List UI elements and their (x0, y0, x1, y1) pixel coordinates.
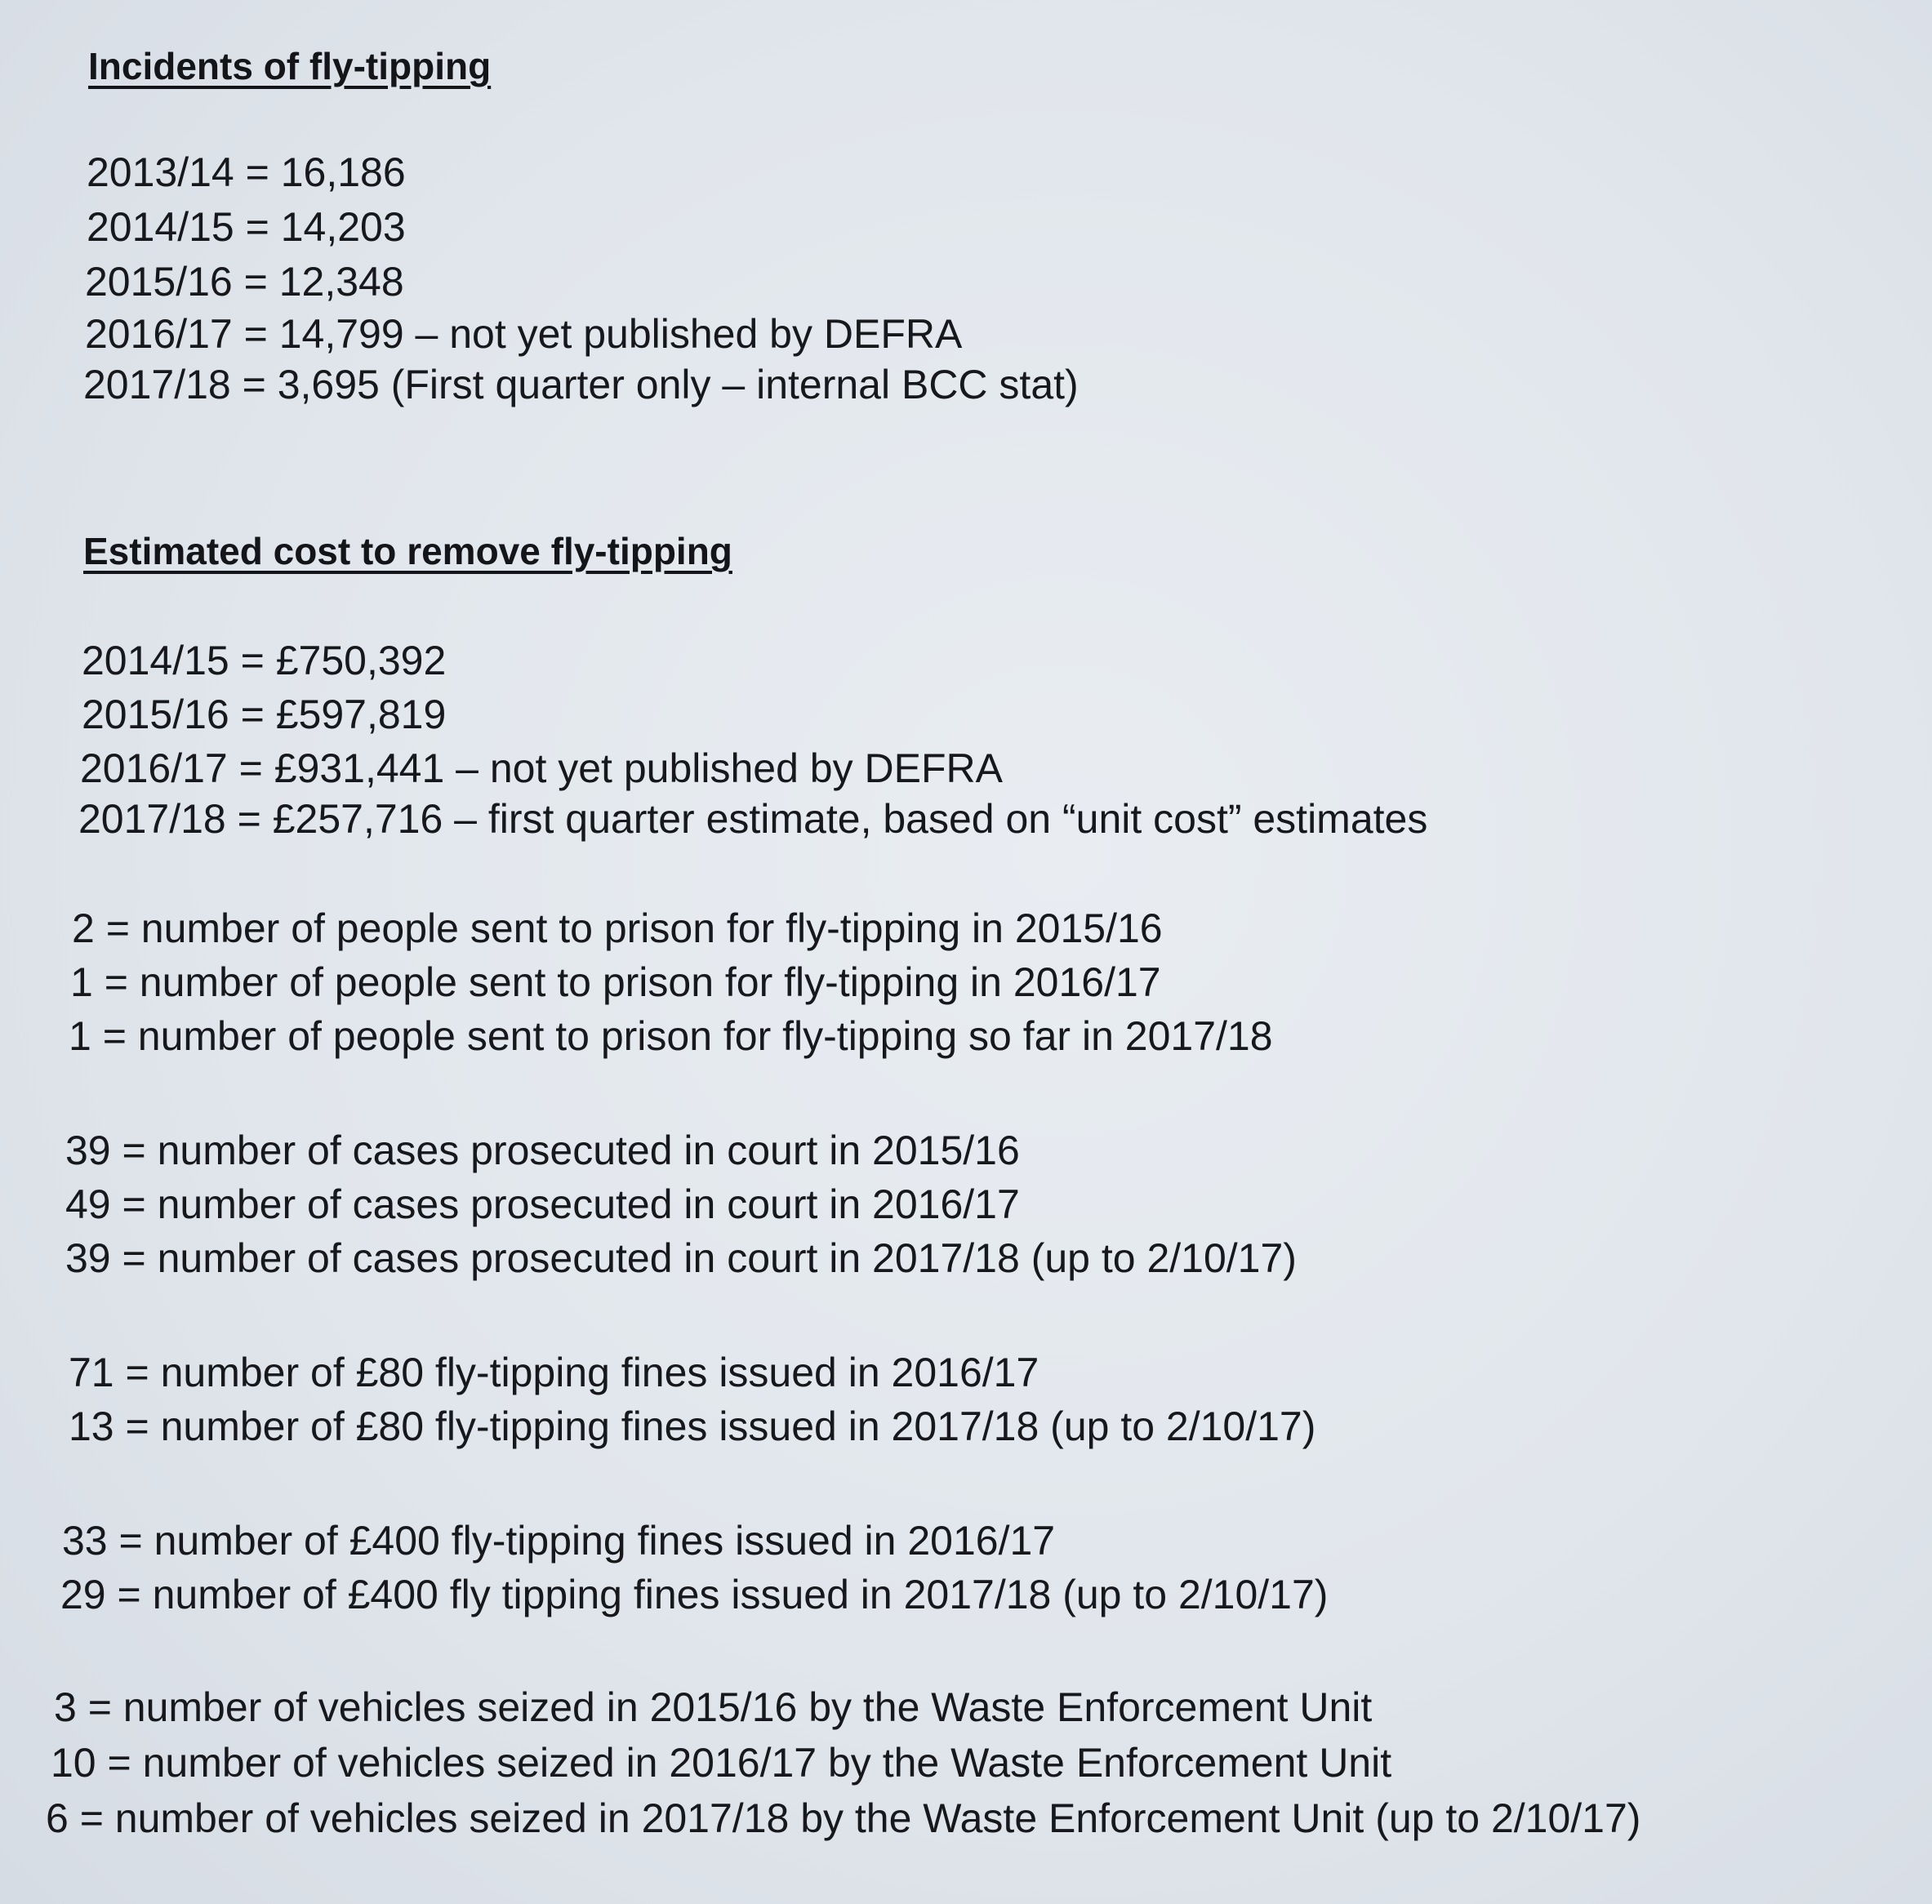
fines-400-line: 33 = number of £400 fly-tipping fines issued in 2016/17 (62, 1518, 1056, 1564)
fines-80-line: 13 = number of £80 fly-tipping fines issued in 2017/18 (up to 2/10/17) (69, 1404, 1316, 1449)
incidents-line: 2016/17 = 14,799 – not yet published by DEFRA (85, 311, 963, 357)
costs-heading: Estimated cost to remove fly-tipping (83, 530, 732, 572)
vehicles-line: 10 = number of vehicles seized in 2016/17 by the Waste Enforcement Unit (51, 1740, 1392, 1786)
incidents-line: 2015/16 = 12,348 (85, 259, 404, 305)
prison-line: 1 = number of people sent to prison for fly-tipping so far in 2017/18 (69, 1013, 1273, 1059)
costs-line: 2016/17 = £931,441 – not yet published by DEFRA (80, 745, 1003, 791)
prosecutions-line: 49 = number of cases prosecuted in court in 2016/17 (65, 1181, 1020, 1227)
incidents-heading: Incidents of fly-tipping (88, 45, 492, 87)
vehicles-line: 3 = number of vehicles seized in 2015/16 by the Waste Enforcement Unit (54, 1684, 1373, 1730)
costs-line: 2015/16 = £597,819 (82, 692, 447, 737)
costs-line: 2014/15 = £750,392 (82, 638, 447, 683)
prison-line: 1 = number of people sent to prison for fly-tipping in 2016/17 (70, 959, 1161, 1005)
incidents-line: 2014/15 = 14,203 (87, 204, 406, 250)
fines-400-line: 29 = number of £400 fly tipping fines issued in 2017/18 (up to 2/10/17) (60, 1572, 1329, 1617)
incidents-line: 2017/18 = 3,695 (First quarter only – internal BCC stat) (83, 362, 1079, 407)
vehicles-line: 6 = number of vehicles seized in 2017/18 by the Waste Enforcement Unit (up to 2/10/17) (46, 1795, 1641, 1841)
prosecutions-line: 39 = number of cases prosecuted in court in 2017/18 (up to 2/10/17) (65, 1235, 1297, 1281)
incidents-line: 2013/14 = 16,186 (87, 149, 406, 195)
prison-line: 2 = number of people sent to prison for fly-tipping in 2015/16 (72, 905, 1163, 951)
prosecutions-line: 39 = number of cases prosecuted in court in 2015/16 (65, 1128, 1020, 1173)
costs-line: 2017/18 = £257,716 – first quarter estimate, based on “unit cost” estimates (78, 796, 1428, 842)
fines-80-line: 71 = number of £80 fly-tipping fines issued in 2016/17 (69, 1350, 1039, 1395)
